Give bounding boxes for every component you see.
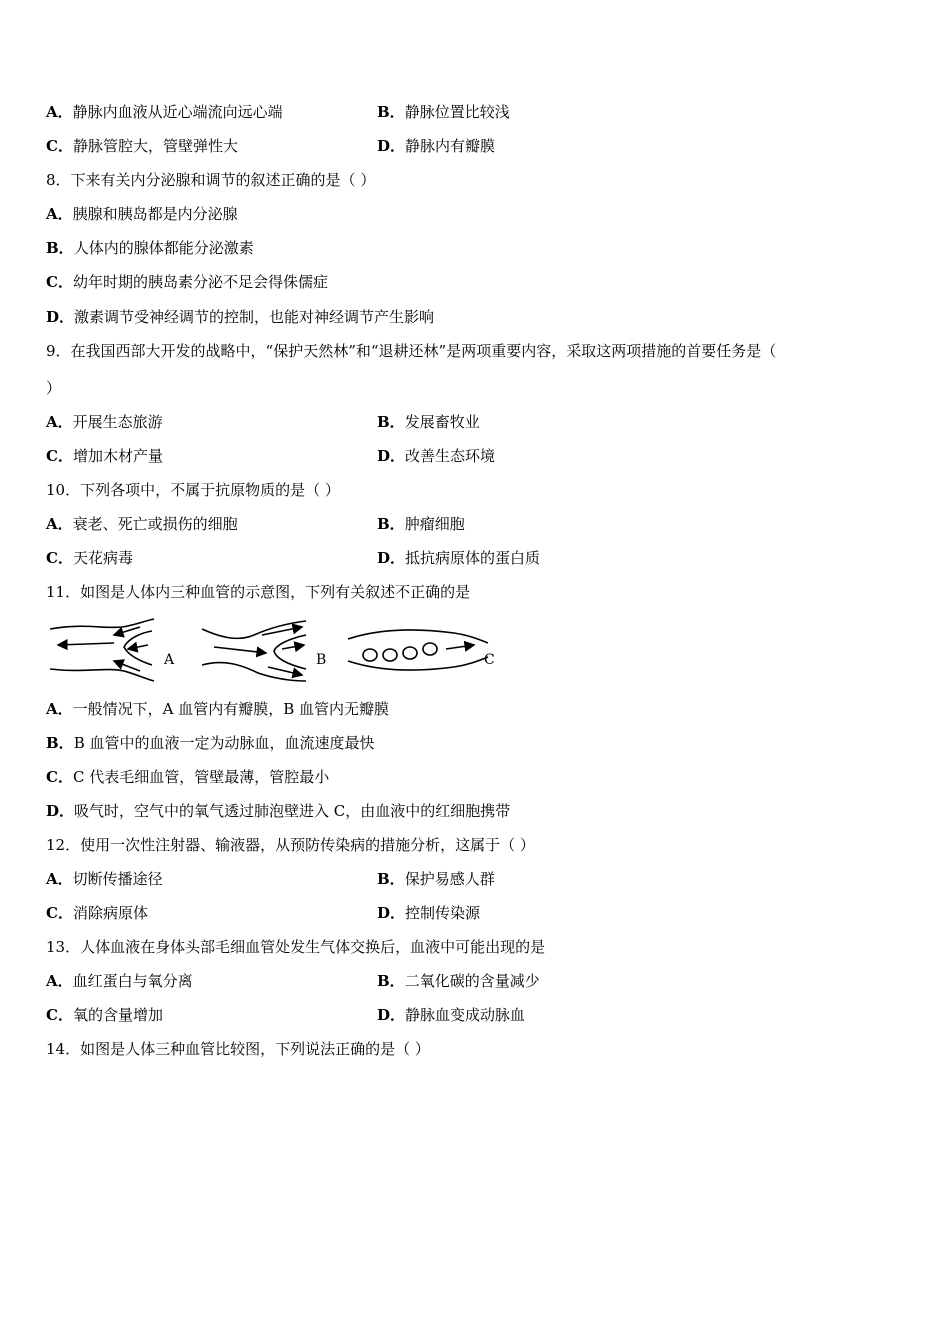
q8-option-c: [46, 272, 328, 292]
q8-option-d: [46, 307, 434, 327]
option-label: D．: [46, 308, 75, 326]
option-label: A．: [46, 205, 73, 223]
option-label: C．: [46, 273, 73, 291]
option-label: A．: [46, 103, 73, 121]
option-text: 发展畜牧业: [404, 413, 480, 431]
vessel-c-diagram: [348, 630, 488, 670]
q9-stem-continued: ）: [46, 379, 62, 397]
vessel-b-label: B: [316, 652, 327, 668]
option-text: 一般情况下，A 血管内有瓣膜，B 血管内无瓣膜: [72, 700, 390, 718]
option-text: 肿瘤细胞: [404, 515, 465, 533]
option-label: A．: [46, 413, 73, 431]
q10-option-c: [46, 548, 133, 568]
option-text: C 代表毛细血管，管壁最薄，管腔最小: [72, 768, 330, 786]
option-text: 切断传播途径: [72, 870, 163, 888]
option-text: 改善生态环境: [405, 447, 496, 465]
q11-option-d: [46, 801, 510, 821]
option-label: D．: [377, 904, 406, 922]
option-label: C．: [46, 1006, 73, 1024]
option-label: A．: [46, 972, 73, 990]
option-text: 氧的含量增加: [72, 1006, 163, 1024]
option-label: D．: [377, 447, 406, 465]
option-label: D．: [377, 549, 406, 567]
q8-stem: 8．下来有关内分泌腺和调节的叙述正确的是（ ）: [46, 171, 376, 189]
option-text: 静脉内有瓣膜: [405, 137, 496, 155]
option-text: 幼年时期的胰岛素分泌不足会得侏儒症: [72, 273, 328, 291]
q11-stem: 11．如图是人体内三种血管的示意图，下列有关叙述不正确的是: [46, 583, 471, 601]
q7-option-d: [377, 136, 495, 156]
q12-option-b: [377, 869, 495, 889]
option-label: C．: [46, 904, 73, 922]
option-label: B．: [377, 515, 405, 533]
q9-option-b: [377, 412, 480, 432]
option-label: B．: [377, 413, 405, 431]
option-label: B．: [377, 103, 405, 121]
option-label: D．: [377, 1006, 406, 1024]
option-label: D．: [46, 802, 75, 820]
q10-option-b: [377, 514, 465, 534]
blood-vessel-figure: [44, 615, 496, 687]
option-text: 吸气时，空气中的氧气透过肺泡壁进入 C，由血液中的红细胞携带: [74, 802, 511, 820]
option-text: 控制传染源: [405, 904, 481, 922]
q12-option-d: [377, 903, 480, 923]
option-text: 静脉血变成动脉血: [405, 1006, 526, 1024]
option-label: B．: [377, 870, 405, 888]
q14-stem: 14．如图是人体三种血管比较图，下列说法正确的是（ ）: [46, 1040, 430, 1058]
q8-option-b: [46, 238, 254, 258]
option-text: B 血管中的血液一定为动脉血，血流速度最快: [73, 734, 375, 752]
option-text: 二氧化碳的含量减少: [404, 972, 540, 990]
option-text: 静脉管腔大，管壁弹性大: [72, 137, 238, 155]
option-text: 静脉位置比较浅: [404, 103, 510, 121]
vessel-a-label: A: [164, 652, 175, 668]
q7-option-b: [377, 102, 510, 122]
q11-option-c: [46, 767, 329, 787]
q13-stem: 13．人体血液在身体头部毛细血管处发生气体交换后，血液中可能出现的是: [46, 938, 546, 956]
option-label: A．: [46, 700, 73, 718]
q13-option-d: [377, 1005, 525, 1025]
option-text: 人体内的腺体都能分泌激素: [73, 239, 254, 257]
q10-stem: 10．下列各项中，不属于抗原物质的是（ ）: [46, 481, 340, 499]
option-text: 消除病原体: [72, 904, 148, 922]
option-label: A．: [46, 870, 73, 888]
q11-option-a: [46, 699, 389, 719]
q12-option-c: [46, 903, 148, 923]
q7-option-c: [46, 136, 238, 156]
option-label: C．: [46, 447, 73, 465]
q9-option-d: [377, 446, 495, 466]
option-text: 开展生态旅游: [72, 413, 163, 431]
option-text: 血红蛋白与氧分离: [72, 972, 193, 990]
q9-option-c: [46, 446, 163, 466]
option-text: 胰腺和胰岛都是内分泌腺: [72, 205, 238, 223]
option-label: C．: [46, 768, 73, 786]
q12-stem: 12．使用一次性注射器、输液器，从预防传染病的措施分析，这属于（ ）: [46, 836, 535, 854]
q11-option-b: [46, 733, 374, 753]
option-text: 衰老、死亡或损伤的细胞: [72, 515, 238, 533]
option-text: 抵抗病原体的蛋白质: [405, 549, 541, 567]
q13-option-a: [46, 971, 193, 991]
option-label: B．: [377, 972, 405, 990]
option-label: A．: [46, 515, 73, 533]
q7-option-a: [46, 102, 283, 122]
vessel-c-label: C: [484, 652, 495, 668]
vessel-b-diagram: [202, 621, 306, 681]
option-label: B．: [46, 239, 74, 257]
option-label: D．: [377, 137, 406, 155]
q10-option-d: [377, 548, 540, 568]
q8-option-a: [46, 204, 238, 224]
q9-stem: 9．在我国西部大开发的战略中，“保护天然林”和“退耕还林”是两项重要内容，采取这两项措施的首要任务是（: [46, 342, 777, 360]
option-label: C．: [46, 549, 73, 567]
q9-option-a: [46, 412, 163, 432]
q10-option-a: [46, 514, 238, 534]
option-label: B．: [46, 734, 74, 752]
q12-option-a: [46, 869, 163, 889]
option-text: 增加木材产量: [72, 447, 163, 465]
option-text: 保护易感人群: [404, 870, 495, 888]
q13-option-b: [377, 971, 540, 991]
option-text: 天花病毒: [72, 549, 133, 567]
option-text: 静脉内血液从近心端流向远心端: [72, 103, 283, 121]
q13-option-c: [46, 1005, 163, 1025]
option-text: 激素调节受神经调节的控制，也能对神经调节产生影响: [74, 308, 435, 326]
vessel-a-diagram: [50, 619, 154, 681]
option-label: C．: [46, 137, 73, 155]
